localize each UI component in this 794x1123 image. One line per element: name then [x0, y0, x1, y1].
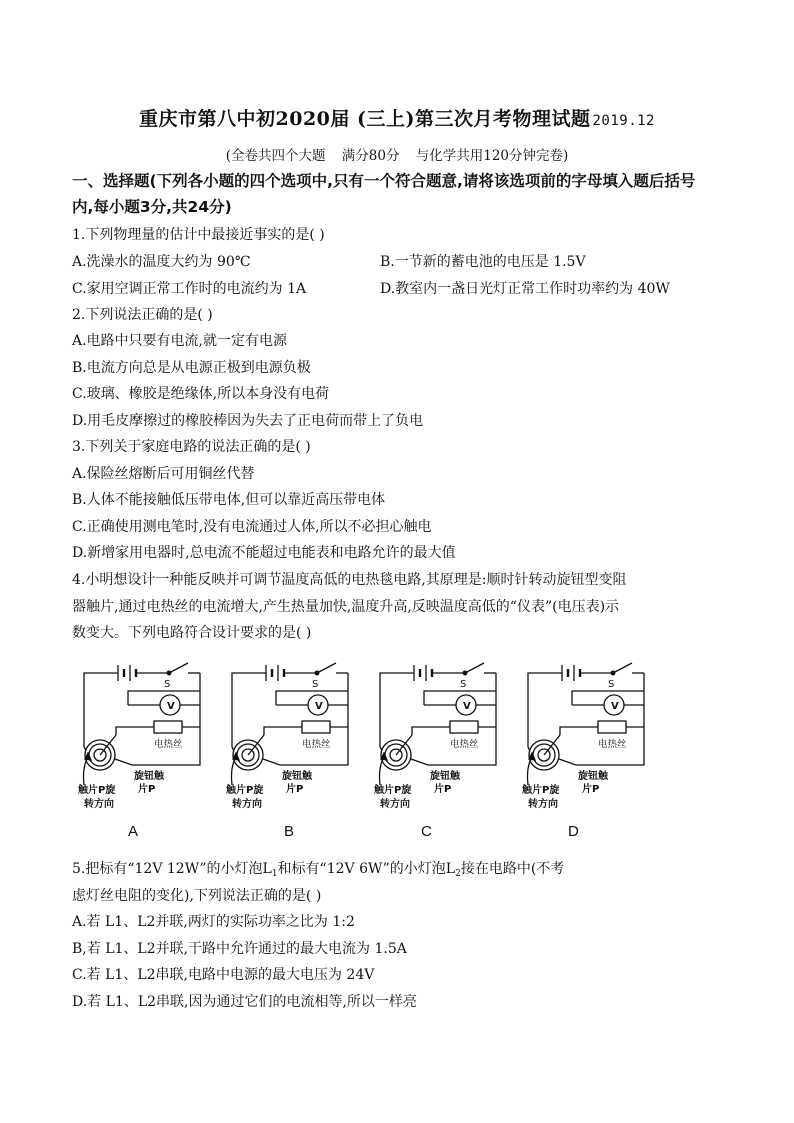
wire: [411, 755, 496, 765]
q3-option-c: C.正确使用测电笔时,没有电流通过人体,所以不必担心触电: [72, 519, 432, 535]
q4-option-c-label: C: [421, 823, 432, 840]
q5-option-c: C.若 L1、L2串联,电路中电源的最大电压为 24V: [72, 967, 375, 983]
slider-label-line-1: 旋钮触: [430, 771, 460, 782]
circuit-c: [374, 663, 496, 810]
heater-resistor: [598, 721, 626, 733]
circuit-d: [522, 663, 644, 810]
q2-option-d: D.用毛皮摩擦过的橡胶棒因为失去了正电荷而带上了负电: [72, 413, 424, 429]
q3-option-d: D.新增家用电器时,总电流不能超过电能表和电路允许的最大值: [72, 545, 456, 561]
wire: [412, 727, 450, 735]
q3-option-b: B.人体不能接触低压带电体,但可以靠近高压带电体: [72, 492, 386, 508]
circuit-b: [226, 663, 348, 810]
exam-info-scope: (全卷共四个大题: [225, 148, 326, 164]
exam-title-text: 重庆市第八中初2020届 (三上)第三次月考物理试题: [139, 108, 591, 130]
slider-label-line-2: 片P: [138, 784, 156, 795]
wire: [116, 727, 154, 735]
q1-option-a: A.洗澡水的温度大约为 90℃: [72, 254, 251, 270]
rotation-arrow-head: [233, 753, 239, 760]
q4-stem-line-1: 4.小明想设计一种能反映并可调节温度高低的电热毯电路,其原理是:顺时针转动旋钮型变阻: [72, 572, 627, 588]
voltmeter-label: V: [463, 701, 471, 712]
q2-option-a: A.电路中只要有电流,就一定有电源: [72, 333, 288, 349]
q5-stem-part-1: 5.把标有“12V 12W”的小灯泡L: [72, 861, 272, 877]
wire: [560, 727, 598, 735]
slider-label-line-2: 片P: [582, 784, 600, 795]
q5-option-a: A.若 L1、L2并联,两灯的实际功率之比为 1:2: [72, 914, 355, 930]
rheostat-slider: [396, 735, 412, 755]
q4-stem-line-3: 数变大。下列电路符合设计要求的是( ): [72, 625, 312, 641]
q2-option-b: B.电流方向总是从电源正极到电源负极: [72, 360, 311, 376]
wire: [264, 727, 302, 735]
slider-label-line-1: 旋钮触: [578, 771, 608, 782]
q4-option-d-label: D: [568, 823, 579, 840]
wire: [528, 673, 562, 747]
rotation-arrow: [232, 757, 237, 785]
switch-blade: [169, 663, 188, 673]
slider-label-line-2: 片P: [286, 784, 304, 795]
rotation-arrow-head: [85, 753, 91, 760]
q2-stem: 2.下列说法正确的是( ): [72, 307, 213, 323]
voltmeter-label: V: [315, 701, 323, 712]
exam-info-score: 满分80分: [341, 148, 400, 164]
q4-option-b-label: B: [284, 823, 295, 840]
rheostat-slider: [248, 735, 264, 755]
rheostat-slider: [100, 735, 116, 755]
switch-blade: [465, 663, 484, 673]
heater-label: 电热丝: [302, 739, 331, 750]
q1-option-d: D.教室内一盏日光灯正常工作时功率约为 40W: [380, 281, 670, 297]
slider-label-line-2: 片P: [434, 784, 452, 795]
wire: [380, 747, 382, 751]
wire: [263, 755, 348, 765]
heater-resistor: [302, 721, 330, 733]
switch-blade: [613, 663, 632, 673]
rotation-label-line-1: 触片P旋: [78, 785, 116, 796]
slider-label-line-1: 旋钮触: [282, 771, 312, 782]
q5-stem-line-1: [72, 859, 564, 884]
q1-option-c: C.家用空调正常工作时的电流约为 1A: [72, 281, 307, 297]
rotation-label-line-2: 转方向: [84, 799, 114, 810]
section-heading-line-1: 一、选择题(下列各小题的四个选项中,只有一个符合题意,请将该选项前的字母填入题后括号: [72, 172, 696, 190]
switch-label: S: [460, 679, 467, 690]
rotation-arrow-head: [529, 753, 535, 760]
q4-option-a-label: A: [128, 823, 139, 840]
rotation-arrow: [84, 757, 89, 785]
q3-option-a: A.保险丝熔断后可用铜丝代替: [72, 466, 255, 482]
q1-stem: 1.下列物理量的估计中最接近事实的是( ): [72, 227, 325, 243]
rotation-label-line-1: 触片P旋: [226, 785, 264, 796]
wire: [84, 747, 86, 751]
section-heading-line-2: 内,每小题3分,共24分): [72, 198, 232, 216]
wire: [84, 673, 118, 747]
wire: [528, 747, 530, 751]
q5-l2-subscript: 2: [455, 869, 461, 879]
section-heading: [72, 168, 732, 220]
wire: [232, 673, 266, 747]
q4-circuit-diagrams: [72, 655, 722, 845]
rotation-label-line-2: 转方向: [232, 799, 262, 810]
rheostat-slider: [544, 735, 560, 755]
q5-option-b: B,若 L1、L2并联,干路中允许通过的最大电流为 1.5A: [72, 941, 407, 957]
q5-option-d: D.若 L1、L2串联,因为通过它们的电流相等,所以一样亮: [72, 994, 417, 1010]
q3-stem: 3.下列关于家庭电路的说法正确的是( ): [72, 439, 311, 455]
q5-stem-part-2: 和标有“12V 6W”的小灯泡L: [277, 861, 456, 877]
rotation-arrow: [380, 757, 385, 785]
wire: [559, 755, 644, 765]
rotation-arrow: [528, 757, 533, 785]
heater-label: 电热丝: [450, 739, 479, 750]
heater-label: 电热丝: [598, 739, 627, 750]
exam-info-time: 与化学共用120分钟完卷): [415, 148, 569, 164]
switch-label: S: [608, 679, 615, 690]
q5-stem-line-2: 虑灯丝电阻的变化),下列说法正确的是( ): [72, 888, 322, 904]
wire: [232, 747, 234, 751]
wire: [115, 755, 200, 765]
q1-option-b: B.一节新的蓄电池的电压是 1.5V: [380, 254, 586, 270]
rotation-label-line-1: 触片P旋: [374, 785, 412, 796]
q5-l1-subscript: 1: [271, 869, 278, 879]
q4-stem-line-2: 器触片,通过电热丝的电流增大,产生热量加快,温度升高,反映温度高低的“仪表”(电压表)示: [72, 599, 620, 615]
rotation-label-line-1: 触片P旋: [522, 785, 560, 796]
circuit-a: [78, 663, 200, 810]
heater-resistor: [450, 721, 478, 733]
voltmeter-label: V: [611, 701, 619, 712]
rotation-label-line-2: 转方向: [528, 799, 558, 810]
exam-date: 2019.12: [592, 113, 655, 129]
wire: [380, 673, 414, 747]
switch-label: S: [164, 679, 171, 690]
switch-blade: [317, 663, 336, 673]
rotation-arrow-head: [381, 753, 387, 760]
switch-label: S: [312, 679, 319, 690]
heater-label: 电热丝: [154, 739, 183, 750]
q5-stem-part-3: 接在电路中(不考: [460, 861, 565, 877]
exam-title: [0, 104, 794, 131]
q2-option-c: C.玻璃、橡胶是绝缘体,所以本身没有电荷: [72, 386, 330, 402]
heater-resistor: [154, 721, 182, 733]
exam-info: [0, 144, 794, 164]
voltmeter-label: V: [167, 701, 175, 712]
slider-label-line-1: 旋钮触: [134, 771, 164, 782]
rotation-label-line-2: 转方向: [380, 799, 410, 810]
